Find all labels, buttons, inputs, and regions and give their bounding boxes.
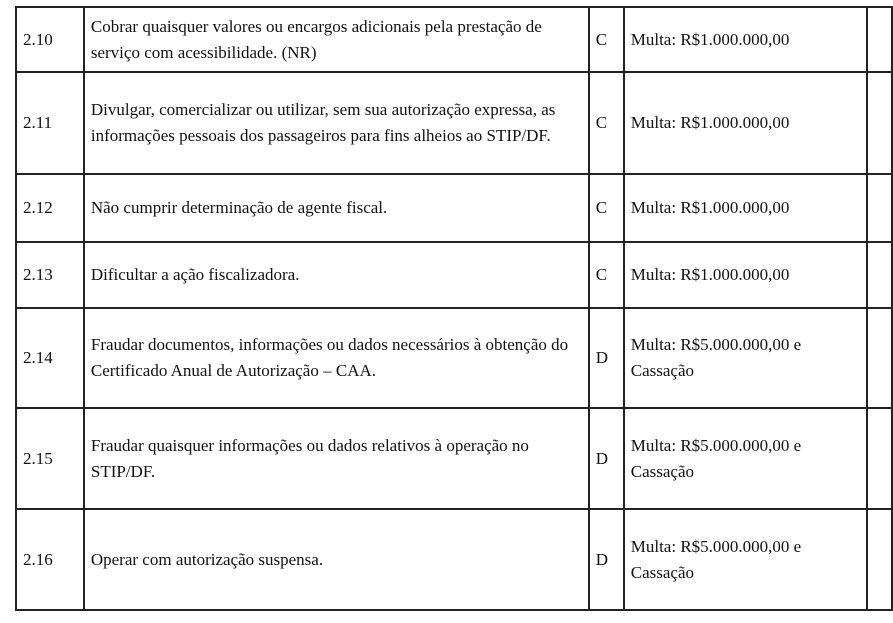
- infraction-grade: C: [589, 174, 624, 242]
- infraction-code: 2.11: [16, 72, 84, 174]
- table-row: [16, 408, 892, 509]
- infraction-description: Não cumprir determinação de agente fiscal.: [84, 174, 589, 242]
- infraction-grade: D: [589, 509, 624, 610]
- empty-cell: [867, 242, 892, 308]
- infraction-code: 2.12: [16, 174, 84, 242]
- empty-cell: [867, 408, 892, 509]
- infraction-code: 2.14: [16, 308, 84, 408]
- infraction-grade: D: [589, 408, 624, 509]
- infraction-penalty: Multa: R$5.000.000,00 e Cassação: [624, 509, 867, 610]
- infraction-penalty: Multa: R$1.000.000,00: [624, 72, 867, 174]
- empty-cell: [867, 174, 892, 242]
- infraction-grade: D: [589, 308, 624, 408]
- empty-cell: [867, 72, 892, 174]
- infraction-grade: C: [589, 242, 624, 308]
- infraction-description: Fraudar documentos, informações ou dados necessários à obtenção do Certificado Anual de Autorização – CAA.: [84, 308, 589, 408]
- infraction-grade: C: [589, 7, 624, 72]
- infraction-penalty: Multa: R$1.000.000,00: [624, 174, 867, 242]
- empty-cell: [867, 509, 892, 610]
- infraction-code: 2.16: [16, 509, 84, 610]
- infraction-penalty: Multa: R$1.000.000,00: [624, 242, 867, 308]
- infractions-table: [15, 6, 893, 611]
- infraction-code: 2.10: [16, 7, 84, 72]
- infraction-penalty: Multa: R$1.000.000,00: [624, 7, 867, 72]
- infraction-penalty: Multa: R$5.000.000,00 e Cassação: [624, 308, 867, 408]
- infraction-code: 2.13: [16, 242, 84, 308]
- infraction-description: Operar com autorização suspensa.: [84, 509, 589, 610]
- empty-cell: [867, 308, 892, 408]
- infraction-description: Cobrar quaisquer valores ou encargos adicionais pela prestação de serviço com acessibilidade. (NR): [84, 7, 589, 72]
- infraction-description: Dificultar a ação fiscalizadora.: [84, 242, 589, 308]
- table-row: [16, 72, 892, 174]
- table-row: [16, 242, 892, 308]
- infraction-code: 2.15: [16, 408, 84, 509]
- infraction-penalty: Multa: R$5.000.000,00 e Cassação: [624, 408, 867, 509]
- table-row: [16, 174, 892, 242]
- table-row: [16, 509, 892, 610]
- empty-cell: [867, 7, 892, 72]
- infraction-description: Fraudar quaisquer informações ou dados relativos à operação no STIP/DF.: [84, 408, 589, 509]
- table-row: [16, 308, 892, 408]
- table-row: [16, 7, 892, 72]
- infraction-grade: C: [589, 72, 624, 174]
- infraction-description: Divulgar, comercializar ou utilizar, sem sua autorização expressa, as informações pessoais dos passageiros para fins alheios ao STIP/DF.: [84, 72, 589, 174]
